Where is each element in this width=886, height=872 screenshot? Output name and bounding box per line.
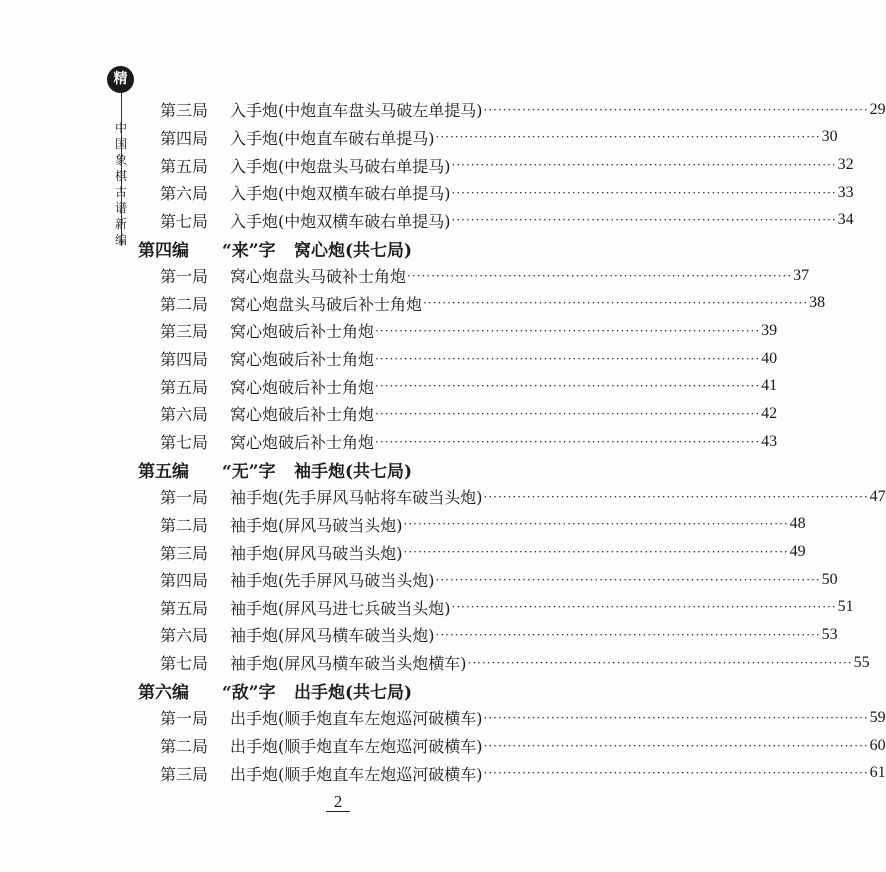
toc-entry	[138, 649, 870, 677]
page-ref: 34	[837, 211, 854, 229]
game-number: 第五局	[160, 156, 209, 176]
dot-leader: ················································································	[483, 489, 869, 504]
toc-entry	[138, 151, 854, 179]
dot-leader: ················································································	[375, 379, 761, 394]
toc-entry	[138, 262, 810, 290]
page-ref: 49	[789, 543, 806, 561]
game-number: 第四局	[160, 571, 209, 591]
game-title: 窝心炮破后补士角炮	[230, 377, 375, 397]
game-number: 第六局	[160, 626, 209, 646]
page-ref: 43	[761, 432, 778, 450]
dot-leader: ················································································	[483, 738, 869, 753]
page-ref: 32	[837, 156, 854, 174]
dot-leader: ················································································	[403, 517, 789, 532]
dot-leader: ················································································	[483, 766, 869, 781]
toc-section-heading	[138, 676, 598, 704]
dot-leader: ················································································	[423, 296, 809, 311]
side-title-char: 象	[114, 153, 127, 167]
dot-leader: ················································································	[451, 158, 837, 173]
page-ref: 55	[853, 653, 870, 671]
game-title: 入手炮(中炮双横车破右单提马)	[230, 211, 451, 231]
dot-leader: ················································································	[375, 434, 761, 449]
section-number: 第四编	[138, 240, 189, 261]
page-ref: 53	[821, 625, 838, 643]
game-number: 第二局	[160, 294, 209, 314]
dot-leader: ················································································	[375, 406, 761, 421]
toc-entry	[138, 96, 886, 124]
table-of-contents	[138, 96, 886, 787]
game-title: 窝心炮破后补士角炮	[230, 350, 375, 370]
game-number: 第三局	[160, 101, 209, 121]
toc-entry	[138, 538, 806, 566]
toc-entry	[138, 317, 778, 345]
page-number-text: 2	[326, 792, 351, 812]
game-title: 入手炮(中炮直车盘头马破左单提马)	[230, 101, 483, 121]
game-title: 袖手炮(屏风马横车破当头炮横车)	[230, 654, 467, 674]
game-number: 第一局	[160, 709, 209, 729]
game-number: 第三局	[160, 543, 209, 563]
game-title: 出手炮(顺手炮直车左炮巡河破横车)	[230, 709, 483, 729]
game-number: 第一局	[160, 267, 209, 287]
page-ref: 37	[793, 266, 810, 284]
game-number: 第四局	[160, 128, 209, 148]
page-ref: 39	[761, 321, 778, 339]
side-title-char: 古	[114, 185, 127, 199]
page-ref: 40	[761, 349, 778, 367]
page-ref: 48	[789, 515, 806, 533]
page-ref: 38	[809, 294, 826, 312]
toc-section-heading	[138, 455, 598, 483]
page-ref: 51	[837, 598, 854, 616]
dot-leader: ················································································	[451, 185, 837, 200]
page-ref: 30	[821, 128, 838, 146]
section-character: “敌”字	[222, 682, 276, 703]
dot-leader: ················································································	[435, 627, 821, 642]
game-title: 出手炮(顺手炮直车左炮巡河破横车)	[230, 737, 483, 757]
game-number: 第七局	[160, 433, 209, 452]
side-title-char: 编	[114, 233, 127, 247]
page-ref: 59	[869, 708, 886, 726]
toc-entry	[138, 732, 886, 760]
dot-leader: ················································································	[375, 351, 761, 366]
dot-leader: ················································································	[483, 710, 869, 725]
dot-leader: ················································································	[407, 268, 793, 283]
toc-entry	[138, 511, 806, 539]
toc-entry	[138, 124, 838, 152]
game-number: 第二局	[160, 737, 209, 757]
game-number: 第六局	[160, 405, 209, 425]
toc-entry	[138, 621, 838, 649]
page-ref: 60	[869, 736, 886, 754]
game-title: 袖手炮(屏风马破当头炮)	[230, 515, 403, 535]
game-title: 入手炮(中炮双横车破右单提马)	[230, 184, 451, 204]
side-title-char: 谱	[114, 201, 127, 215]
page-ref: 61	[869, 764, 886, 782]
toc-entry	[138, 594, 854, 622]
dot-leader: ················································································	[451, 600, 837, 615]
game-number: 第二局	[160, 515, 209, 535]
side-title-char: 新	[114, 217, 127, 231]
toc-entry	[138, 400, 778, 428]
game-title: 入手炮(中炮盘头马破右单提马)	[230, 156, 451, 176]
dot-leader: ················································································	[403, 545, 789, 560]
game-number: 第五局	[160, 598, 209, 618]
game-number: 第三局	[160, 764, 209, 784]
game-title: 袖手炮(屏风马横车破当头炮)	[230, 626, 435, 646]
game-number: 第三局	[160, 322, 209, 342]
page-ref: 29	[869, 100, 886, 118]
toc-entry	[138, 704, 886, 732]
game-number: 第五局	[160, 377, 209, 397]
toc-entry	[138, 372, 778, 400]
game-title: 入手炮(中炮直车破右单提马)	[230, 128, 435, 148]
page-number	[0, 792, 676, 812]
section-character: “无”字	[222, 461, 276, 482]
game-number: 第四局	[160, 350, 209, 370]
dot-leader: ················································································	[435, 572, 821, 587]
toc-entry	[138, 289, 826, 317]
dot-leader: ················································································	[483, 102, 869, 117]
game-title: 袖手炮(先手屏风马帖将车破当头炮)	[230, 488, 483, 508]
game-title: 袖手炮(先手屏风马破当头炮)	[230, 571, 435, 591]
game-number: 第七局	[160, 211, 209, 231]
side-title-char: 国	[114, 137, 127, 151]
toc-entry	[138, 428, 778, 456]
toc-entry	[138, 345, 778, 373]
game-title: 袖手炮(屏风马破当头炮)	[230, 543, 403, 563]
page-ref: 50	[821, 570, 838, 588]
dot-leader: ················································································	[435, 130, 821, 145]
dot-leader: ················································································	[451, 213, 837, 228]
game-title: 出手炮(顺手炮直车左炮巡河破横车)	[230, 764, 483, 784]
game-title: 袖手炮(屏风马进七兵破当头炮)	[230, 598, 451, 618]
section-title: 袖手炮(共七局)	[294, 461, 413, 482]
series-seal: 精	[107, 66, 134, 93]
dot-leader: ················································································	[375, 323, 761, 338]
page-ref: 41	[761, 377, 778, 395]
game-title: 窝心炮盘头马破后补士角炮	[230, 294, 423, 314]
page-ref: 42	[761, 404, 778, 422]
side-title-char: 中	[114, 121, 127, 135]
dot-leader: ················································································	[467, 655, 853, 670]
game-number: 第七局	[160, 654, 209, 674]
side-title-char: 棋	[114, 169, 127, 183]
book-series-title	[110, 120, 132, 248]
section-character: “来”字	[222, 240, 276, 261]
game-title: 窝心炮盘头马破补士角炮	[230, 267, 407, 287]
game-number: 第六局	[160, 184, 209, 204]
game-number: 第一局	[160, 488, 209, 508]
section-title: 出手炮(共七局)	[294, 682, 413, 703]
toc-entry	[138, 483, 886, 511]
game-title: 窝心炮破后补士角炮	[230, 322, 375, 342]
toc-entry	[138, 207, 854, 235]
toc-entry	[138, 179, 854, 207]
game-title: 窝心炮破后补士角炮	[230, 433, 375, 452]
page-ref: 47	[869, 487, 886, 505]
game-title: 窝心炮破后补士角炮	[230, 405, 375, 425]
section-title: 窝心炮(共七局)	[294, 240, 413, 261]
toc-entry	[138, 759, 886, 787]
section-number: 第六编	[138, 682, 189, 703]
section-number: 第五编	[138, 461, 189, 482]
toc-section-heading	[138, 234, 598, 262]
page-ref: 33	[837, 183, 854, 201]
toc-entry	[138, 566, 838, 594]
